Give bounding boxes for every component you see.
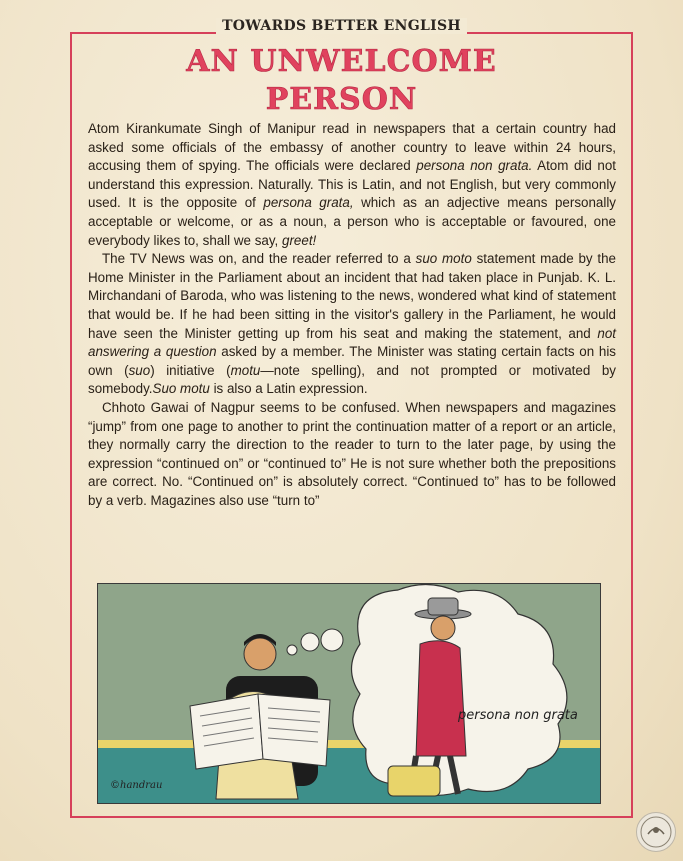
- seal-drawing: [637, 813, 675, 851]
- headline-line-1: AN UNWELCOME: [186, 44, 497, 79]
- cartoon-caption: persona non grata: [458, 708, 578, 723]
- cartoon-newspaper-left: [190, 694, 263, 769]
- cartoon-red-coat: [416, 641, 466, 756]
- paragraph-2: The TV News was on, and the reader referred to a suo moto statement made by the Home Minister in the Parliament about an incident that had taken place in Punjab. K. L. Mirchandani of Baroda, who was listening to the news, wondered what kind of statement that would be. If he had been sitting in the visitor's gallery in the Parliament, he would have seen the Minister getting up from his seat and making the statement, and not answering a question asked by a member. The Minister was stating certain facts on his own (suo) initiative (motu—note spelling), and not prompted or motivated by somebody.Suo motu is also a Latin expression.: [88, 251, 617, 397]
- section-kicker: TOWARDS BETTER ENGLISH: [0, 18, 683, 34]
- paragraph-1: Atom Kirankumate Singh of Manipur read in newspapers that a certain country had asked some officials of the embassy of another country to leave within 24 hours, accusing them of spying. The officials were declared persona non grata. Atom did not understand this expression. Naturally. This is Latin, and not English, but very commonly used. It is the opposite of persona grata, which as an adjective means personally acceptable or welcome, or as a noun, a person who is acceptable or favoured, one everybody likes to, shall we say, greet!: [88, 121, 616, 248]
- publisher-seal-icon: [636, 812, 676, 852]
- cartoon-person-head: [431, 616, 455, 640]
- cartoon-illustration: [97, 583, 601, 804]
- cartoon-suitcase: [388, 766, 440, 796]
- article-body: [88, 120, 616, 510]
- headline-line-2: PERSON: [265, 82, 418, 117]
- cartoon-seated-man-head: [244, 638, 276, 670]
- cartoon-drawing: [98, 584, 601, 804]
- cartoon-thought-dot-2: [301, 633, 319, 651]
- paragraph-3: Chhoto Gawai of Nagpur seems to be confused. When newspapers and magazines “jump” from one page to another to print the continuation matter of a report or an article, they normally carry the direction to the reader to turn to the later page, by using the expression “continued on” or “continued to” He is not sure whether both the prepositions are correct. No. “Continued on” is absolutely correct. “Continued to” has to be followed by a verb. Magazines also use “turn to”: [88, 399, 616, 508]
- cartoon-thought-dot-3: [321, 629, 343, 651]
- cartoon-thought-dot-1: [287, 645, 297, 655]
- cartoonist-signature: ©handrau: [110, 780, 163, 791]
- cartoon-hat: [428, 598, 458, 615]
